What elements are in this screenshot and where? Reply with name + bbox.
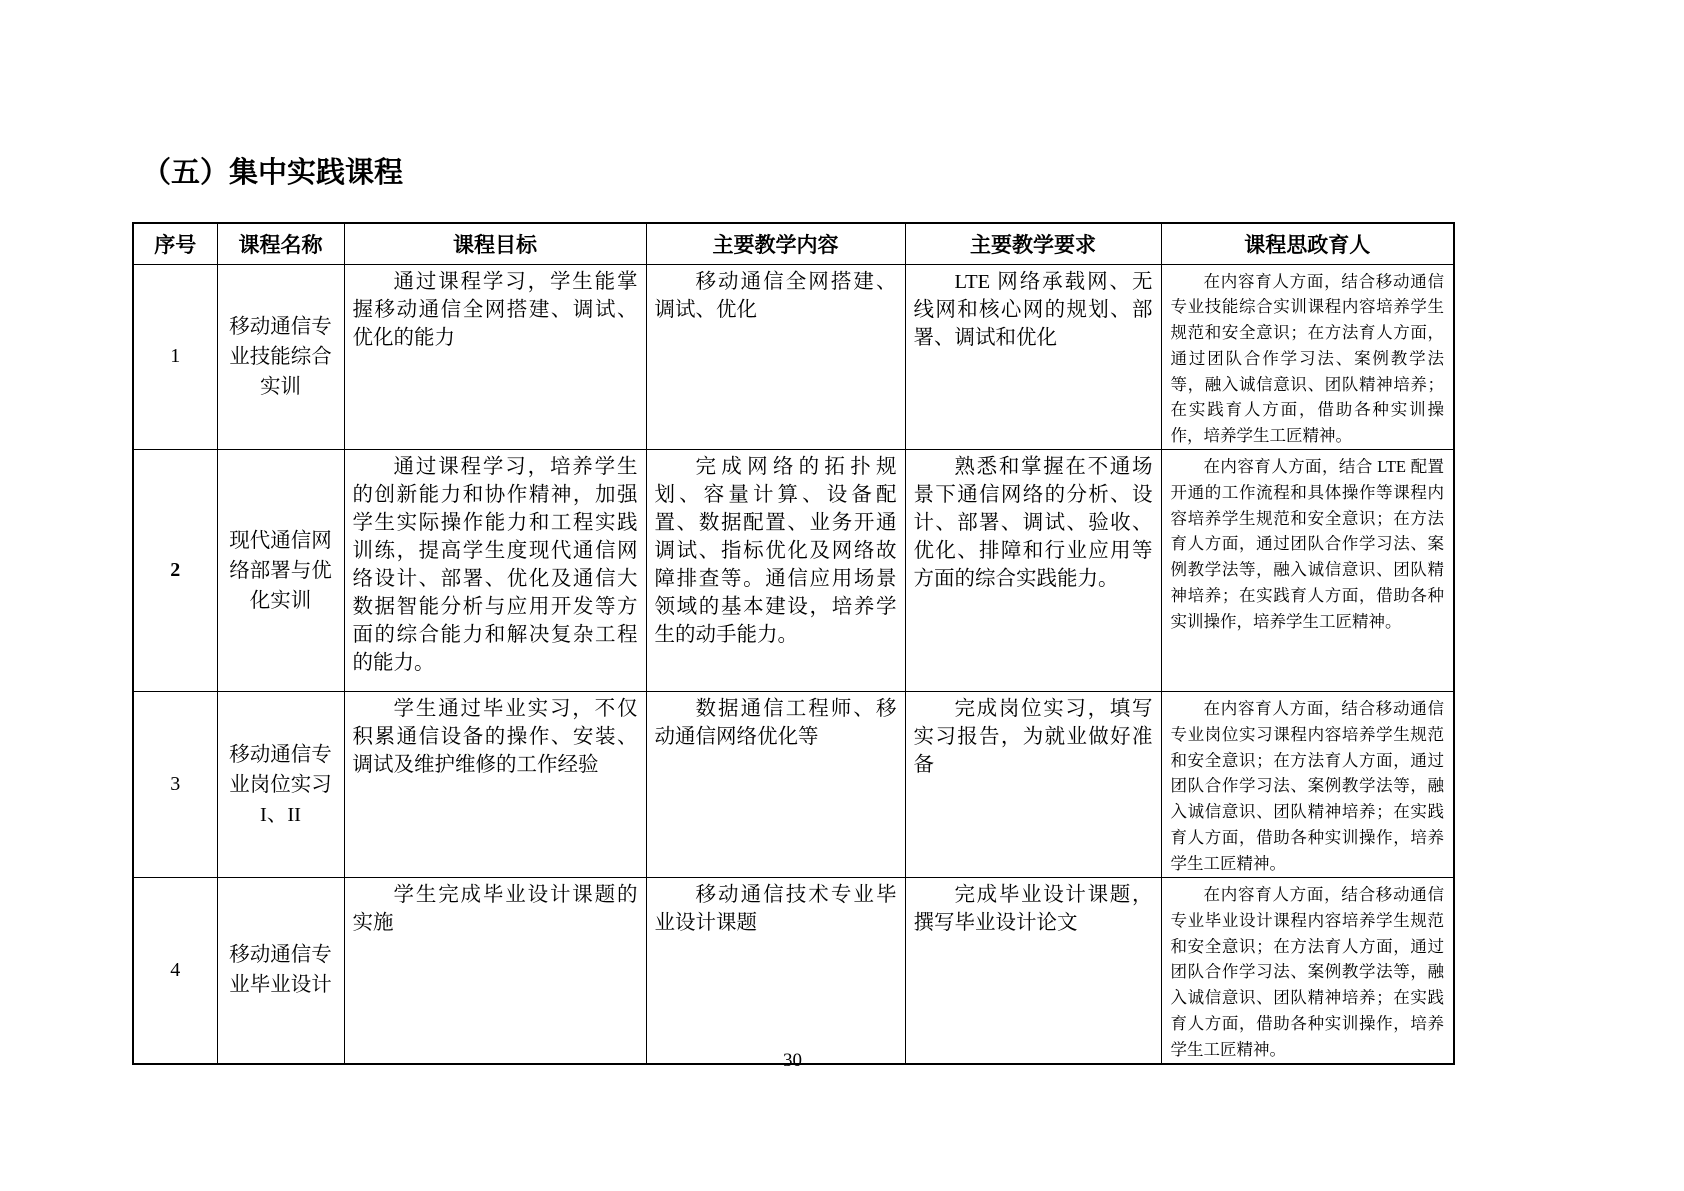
table-row [133, 450, 1454, 692]
cell-index-1: 1 [133, 264, 217, 450]
cell-goal-1: 通过课程学习，学生能掌握移动通信全网搭建、调试、优化的能力 [344, 264, 646, 450]
cell-goal-2: 通过课程学习，培养学生的创新能力和协作精神，加强学生实际操作能力和工程实践训练，提高学生度现代通信网络设计、部署、优化及通信大数据智能分析与应用开发等方面的综合能力和解决复杂工程的能力。 [344, 450, 646, 692]
cell-name-2: 现代通信网络部署与优化实训 [217, 450, 344, 692]
cell-ideology-4: 在内容育人方面，结合移动通信专业毕业设计课程内容培养学生规范和安全意识；在方法育人方面，通过团队合作学习法、案例教学法等，融入诚信意识、团队精神培养；在实践育人方面，借助各种实训操作，培养学生工匠精神。 [1161, 878, 1454, 1064]
cell-content-4: 移动通信技术专业毕业设计课题 [646, 878, 905, 1064]
cell-ideology-1: 在内容育人方面，结合移动通信专业技能综合实训课程内容培养学生规范和安全意识；在方法育人方面，通过团队合作学习法、案例教学法等，融入诚信意识、团队精神培养；在实践育人方面，借助各种实训操作，培养学生工匠精神。 [1161, 264, 1454, 450]
table-row [133, 264, 1454, 450]
cell-name-4: 移动通信专业毕业设计 [217, 878, 344, 1064]
header-course-goal: 课程目标 [344, 223, 646, 264]
cell-goal-3: 学生通过毕业实习，不仅积累通信设备的操作、安装、调试及维护维修的工作经验 [344, 692, 646, 878]
cell-name-3: 移动通信专业岗位实习 I、II [217, 692, 344, 878]
cell-index-3: 3 [133, 692, 217, 878]
practice-courses-table [132, 222, 1455, 1065]
section-title: （五）集中实践课程 [142, 157, 404, 189]
table-row [133, 878, 1454, 1064]
header-teaching-requirement: 主要教学要求 [905, 223, 1161, 264]
cell-requirement-4: 完成毕业设计课题，撰写毕业设计论文 [905, 878, 1161, 1064]
cell-ideology-2: 在内容育人方面，结合 LTE 配置开通的工作流程和具体操作等课程内容培养学生规范和安全意识；在方法育人方面，通过团队合作学习法、案例教学法等，融入诚信意识、团队精神培养；在实践育人方面，借助各种实训操作，培养学生工匠精神。 [1161, 450, 1454, 692]
cell-content-2: 完成网络的拓扑规划、容量计算、设备配置、数据配置、业务开通调试、指标优化及网络故障排查等。通信应用场景领域的基本建设，培养学生的动手能力。 [646, 450, 905, 692]
header-index: 序号 [133, 223, 217, 264]
cell-name-1: 移动通信专业技能综合实训 [217, 264, 344, 450]
header-ideology: 课程思政育人 [1161, 223, 1454, 264]
cell-content-3: 数据通信工程师、移动通信网络优化等 [646, 692, 905, 878]
header-course-name: 课程名称 [217, 223, 344, 264]
cell-ideology-3: 在内容育人方面，结合移动通信专业岗位实习课程内容培养学生规范和安全意识；在方法育人方面，通过团队合作学习法、案例教学法等，融入诚信意识、团队精神培养；在实践育人方面，借助各种实训操作，培养学生工匠精神。 [1161, 692, 1454, 878]
courses-table-container [132, 222, 1455, 1065]
cell-requirement-1: LTE 网络承载网、无线网和核心网的规划、部署、调试和优化 [905, 264, 1161, 450]
header-teaching-content: 主要教学内容 [646, 223, 905, 264]
cell-index-4: 4 [133, 878, 217, 1064]
cell-requirement-3: 完成岗位实习，填写实习报告，为就业做好准备 [905, 692, 1161, 878]
cell-goal-4: 学生完成毕业设计课题的实施 [344, 878, 646, 1064]
table-row [133, 692, 1454, 878]
page-number: 30 [783, 1050, 802, 1071]
cell-content-1: 移动通信全网搭建、调试、优化 [646, 264, 905, 450]
table-header-row [133, 223, 1454, 264]
cell-index-2: 2 [133, 450, 217, 692]
cell-requirement-2: 熟悉和掌握在不通场景下通信网络的分析、设计、部署、调试、验收、优化、排障和行业应用等方面的综合实践能力。 [905, 450, 1161, 692]
